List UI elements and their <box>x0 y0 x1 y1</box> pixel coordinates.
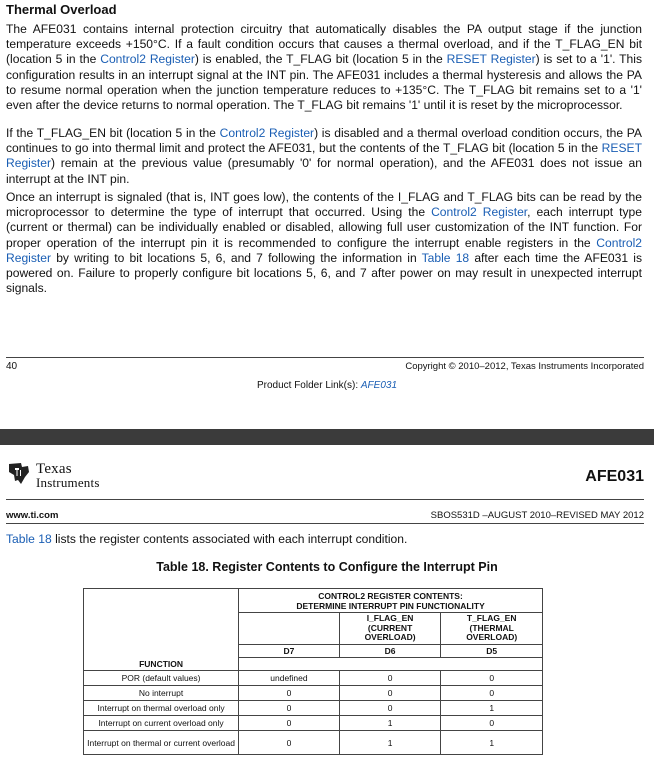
text-span: after each time the AFE031 is powered on. Failure to properly configure bit locations 5, 6, and 7 after power on may result in unexpected interrupt signals. <box>6 250 642 296</box>
d6-name-cell <box>339 613 441 645</box>
ti-logo-text-line2: Instruments <box>36 475 100 490</box>
text-span: If the T_FLAG_EN bit (location 5 in the <box>6 126 220 140</box>
d7-cell: 0 <box>239 716 340 731</box>
table-row <box>84 716 543 731</box>
d5-name-line: (THERMAL <box>469 622 514 633</box>
table-18-link[interactable]: Table 18 <box>421 250 470 265</box>
footer-divider <box>6 357 644 358</box>
page-separator <box>0 420 654 456</box>
paragraph-interrupt-signal <box>6 190 642 296</box>
group-header-line2: DETERMINE INTERRUPT PIN FUNCTIONALITY <box>296 600 485 611</box>
function-cell: POR (default values) <box>84 671 239 686</box>
d7-name-cell <box>239 613 340 645</box>
document-reference: SBOS531D –AUGUST 2010–REVISED MAY 2012 <box>430 510 644 521</box>
d6-cell: 1 <box>339 731 441 755</box>
copyright-notice: Copyright © 2010–2012, Texas Instruments Incorporated <box>405 361 644 372</box>
text-span: ) is set to a '1'. This configuration results in an interrupt signal at the INT pin. The AFE031 includes a thermal hysteresis and allows the PA to resume normal operation when the junction temperature reduces to +135°C. The T_FLAG bit remains set to a '1' even after the device returns to normal operation. The T_FLAG bit remains '1' until it is reset by the microprocessor. <box>6 52 643 113</box>
d5-cell: 0 <box>441 686 543 701</box>
group-header-line1: CONTROL2 REGISTER CONTENTS: <box>318 590 463 601</box>
table-18-link[interactable]: Table 18 <box>6 532 52 546</box>
d6-cell: 0 <box>339 701 441 716</box>
table-row <box>84 671 543 686</box>
d7-cell: 0 <box>239 686 340 701</box>
d5-name-line: OVERLOAD) <box>466 632 518 643</box>
ti-logo-icon <box>6 460 32 486</box>
ti-logo <box>6 460 166 496</box>
d7-cell: undefined <box>239 671 340 686</box>
d5-name-cell <box>441 613 543 645</box>
column-header-function: FUNCTION <box>84 658 239 671</box>
control2-register-link[interactable]: Control2 Register <box>431 205 528 220</box>
d7-cell: 0 <box>239 701 340 716</box>
website-link[interactable]: www.ti.com <box>6 510 59 521</box>
d6-name-line: OVERLOAD) <box>364 632 416 643</box>
function-cell: No interrupt <box>84 686 239 701</box>
d6-cell: 1 <box>339 716 441 731</box>
d5-cell: 1 <box>441 701 543 716</box>
d6-cell: 0 <box>339 671 441 686</box>
product-folder-label: Product Folder Link(s): <box>256 380 361 391</box>
ti-logo-text-line1: Texas <box>36 461 72 477</box>
d6-name-line: I_FLAG_EN <box>366 613 414 624</box>
d6-name-line: (CURRENT <box>367 622 413 633</box>
control2-register-link[interactable]: Control2 Register <box>219 126 315 140</box>
header-divider <box>6 499 644 500</box>
product-folder-line <box>0 380 654 391</box>
group-header <box>239 589 543 613</box>
control2-register-link[interactable]: Control2 Register <box>6 235 642 265</box>
text-span: The AFE031 contains internal protection circuitry that automatically disables the PA output stage if the junction temperature exceeds +150°C. If a fault condition occurs that causes a thermal overload, and if the T_FLAG_EN bit (location 5 in the <box>6 22 642 67</box>
table-row <box>84 731 543 755</box>
column-header-d7: D7 <box>239 645 340 658</box>
text-span: ) remain at the previous value (presumably '0' for normal operation), and the AFE031 does not issue an interrupt at the INT pin. <box>6 156 642 186</box>
d5-cell: 0 <box>441 671 543 686</box>
text-span: ) is disabled and a thermal overload condition occurs, the PA continues to go into thermal limit and protect the AFE031, but the contents of the T_FLAG bit (location 5 in the <box>6 126 642 156</box>
header-spacer <box>239 658 543 671</box>
ti-logo-text <box>36 462 100 490</box>
function-cell: Interrupt on thermal overload only <box>84 701 239 716</box>
text-span: , each interrupt type (current or thermal) can be individually enabled or disabled, allowing full user customization of the INT function. For proper operation of the interrupt pin it is recommended to configure the interrupt enable registers in the <box>6 205 642 250</box>
d7-cell: 0 <box>239 731 340 755</box>
d5-name-line: T_FLAG_EN <box>466 613 517 624</box>
text-span: by writing to bit locations 5, 6, and 7 following the information in <box>51 250 422 265</box>
page-separator-bar <box>0 429 654 445</box>
reset-register-link[interactable]: RESET Register <box>446 52 536 67</box>
text-span: Once an interrupt is signaled (that is, INT goes low), the contents of the I_FLAG and T_FLAG bits can be read by the microprocessor to determine the type of interrupt that occurred. Using the <box>6 190 642 220</box>
page-number: 40 <box>6 361 18 372</box>
text-span: lists the register contents associated with each interrupt condition. <box>51 532 408 546</box>
document-id: AFE031 <box>585 468 644 485</box>
header-divider-2 <box>6 523 644 524</box>
product-folder-link[interactable]: AFE031 <box>360 380 398 391</box>
table-row <box>84 686 543 701</box>
d5-cell: 1 <box>441 731 543 755</box>
table-title: Table 18. Register Contents to Configure the Interrupt Pin <box>156 560 498 574</box>
reset-register-link[interactable]: RESET Register <box>6 141 642 171</box>
function-cell: Interrupt on current overload only <box>84 716 239 731</box>
section-title: Thermal Overload <box>6 2 117 17</box>
table-intro <box>6 532 407 546</box>
register-table <box>83 588 543 755</box>
paragraph-t-flag-disabled <box>6 126 642 187</box>
column-header-d6: D6 <box>339 645 441 658</box>
text-span: ) is enabled, the T_FLAG bit (location 5 in the <box>194 52 447 67</box>
control2-register-link[interactable]: Control2 Register <box>100 52 195 67</box>
table-row <box>84 701 543 716</box>
d5-cell: 0 <box>441 716 543 731</box>
function-cell: Interrupt on thermal or current overload <box>84 731 239 755</box>
paragraph-thermal-protection <box>6 22 642 113</box>
function-header-cell <box>84 589 239 658</box>
document-page-41 <box>0 456 654 757</box>
column-header-d5: D5 <box>441 645 543 658</box>
d6-cell: 0 <box>339 686 441 701</box>
